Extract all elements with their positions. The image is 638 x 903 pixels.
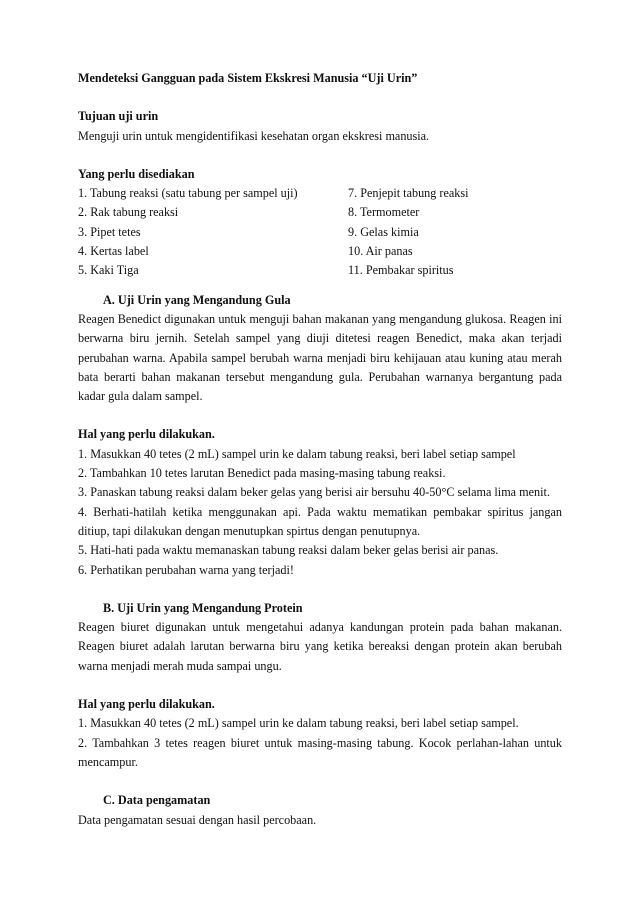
list-item: 5. Kaki Tiga (78, 263, 139, 278)
section-a-heading: A. Uji Urin yang Mengandung Gula (103, 292, 291, 307)
alat-list-right (348, 184, 469, 280)
section-b-step: 2. Tambahkan 3 tetes reagen biuret untuk masing-masing tabung. Kocok perlahan-lahan untuk mencampur. (78, 735, 562, 769)
list-item: 11. Pembakar spiritus (348, 263, 454, 278)
list-item: 9. Gelas kimia (348, 224, 419, 239)
section-b-step: 1. Masukkan 40 tetes (2 mL) sampel urin ke dalam tabung reaksi, beri label setiap sampel. (78, 716, 519, 731)
section-a-text: Reagen Benedict digunakan untuk menguji bahan makanan yang mengandung glukosa. Reagen ini berwarna biru jernih. Setelah sampel yang diuji ditetesi reagen Benedict, maka akan terjadi perubahan warna. Apabila sampel berubah warna menjadi biru kehijauan atau kuning atau merah bata berarti bahan makanan tersebut mengandung gula. Perubahan warnanya bergantung pada kadar gula dalam sampel. (78, 311, 562, 404)
list-item: 8. Termometer (348, 205, 420, 220)
list-item: 3. Pipet tetes (78, 224, 141, 239)
section-a-step: 2. Tambahkan 10 tetes larutan Benedict pada masing-masing tabung reaksi. (78, 466, 446, 481)
document-page (78, 69, 562, 830)
section-a-step: 6. Perhatikan perubahan warna yang terjadi! (78, 562, 294, 577)
list-item: 7. Penjepit tabung reaksi (348, 186, 469, 201)
tujuan-heading: Tujuan uji urin (78, 109, 159, 124)
section-b-text: Reagen biuret digunakan untuk mengetahui adanya kandungan protein pada bahan makanan. Reagen biuret adalah larutan berwarna biru yang ketika bereaksi dengan protein akan berubah warna menjadi merah muda sampai ungu. (78, 620, 562, 673)
section-a-steps-heading: Hal yang perlu dilakukan. (78, 427, 215, 442)
section-b-heading: B. Uji Urin yang Mengandung Protein (103, 600, 303, 615)
alat-list-left (78, 184, 298, 280)
section-c-heading: C. Data pengamatan (103, 793, 211, 808)
alat-heading: Yang perlu disediakan (78, 166, 195, 181)
list-item: 4. Kertas label (78, 244, 149, 259)
section-b-steps-heading: Hal yang perlu dilakukan. (78, 697, 215, 712)
section-a-step: 5. Hati-hati pada waktu memanaskan tabung reaksi dalam beker gelas berisi air panas. (78, 543, 499, 558)
list-item: 2. Rak tabung reaksi (78, 205, 179, 220)
section-a-step: 3. Panaskan tabung reaksi dalam beker gelas yang berisi air bersuhu 40-50°C selama lima menit. (78, 485, 550, 500)
section-a-step: 1. Masukkan 40 tetes (2 mL) sampel urin ke dalam tabung reaksi, beri label setiap sampel (78, 446, 516, 461)
list-item: 1. Tabung reaksi (satu tabung per sampel uji) (78, 186, 298, 201)
section-c-text: Data pengamatan sesuai dengan hasil percobaan. (78, 812, 317, 827)
document-title: Mendeteksi Gangguan pada Sistem Ekskresi Manusia “Uji Urin” (78, 71, 418, 85)
section-a-step: 4. Berhati-hatilah ketika menggunakan api. Pada waktu mematikan pembakar spiritus jangan ditiup, tapi dilakukan dengan menutupkan spirtus dengan penutupnya. (78, 504, 562, 538)
tujuan-text: Menguji urin untuk mengidentifikasi kesehatan organ ekskresi manusia. (78, 128, 430, 143)
list-item: 10. Air panas (348, 244, 413, 259)
alat-list (78, 184, 562, 281)
